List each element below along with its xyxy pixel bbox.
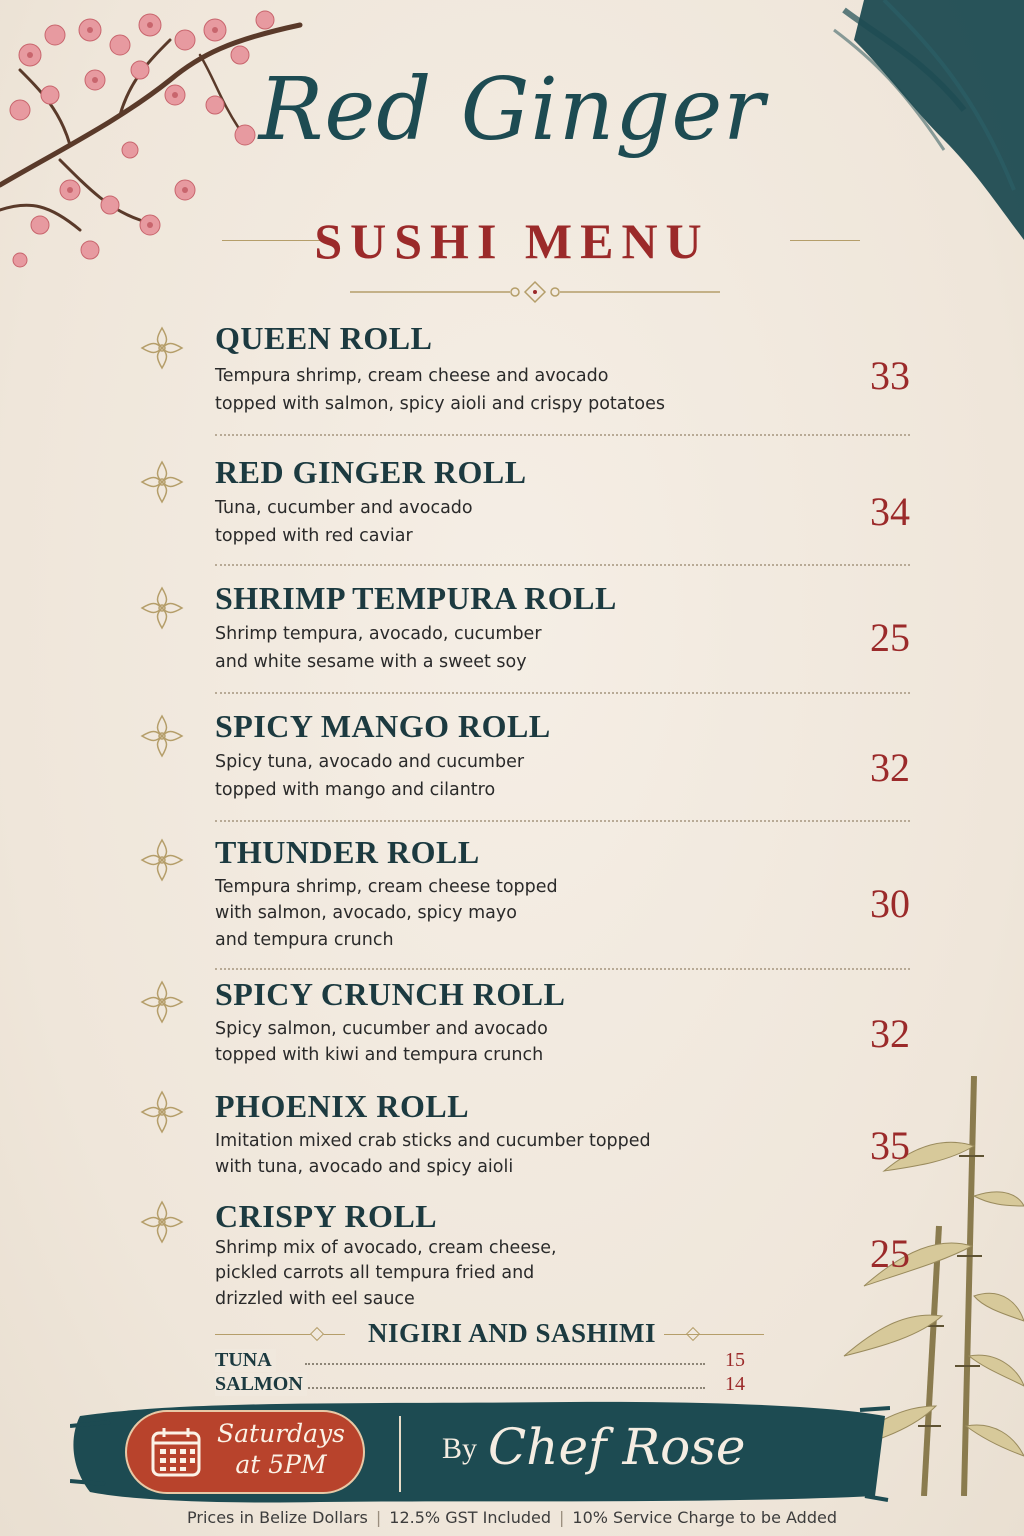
item-separator <box>215 434 910 436</box>
item-name: SHRIMP TEMPURA ROLL <box>215 580 617 616</box>
item-desc-line: drizzled with eel sauce <box>215 1288 415 1309</box>
leader-dots <box>305 1363 705 1365</box>
flower-ornament-icon <box>138 978 186 1026</box>
flower-ornament-icon <box>138 324 186 372</box>
item-desc-line: Tempura shrimp, cream cheese and avocado <box>215 366 609 386</box>
item-desc-line: Spicy tuna, avocado and cucumber <box>215 752 525 772</box>
item-name: SPICY MANGO ROLL <box>215 708 551 744</box>
item-desc-line: Imitation mixed crab sticks and cucumber topped <box>215 1131 651 1151</box>
item-desc-line: with tuna, avocado and spicy aioli <box>215 1157 514 1178</box>
footer-service: 10% Service Charge to be Added <box>572 1508 837 1527</box>
item-name: QUEEN ROLL <box>215 320 433 356</box>
ornament-divider-icon <box>350 278 720 306</box>
item-price: 35 <box>870 1123 910 1168</box>
subtitle-rule-right <box>790 240 860 241</box>
item-desc-line: topped with kiwi and tempura crunch <box>215 1045 544 1066</box>
item-name: SPICY CRUNCH ROLL <box>215 976 566 1012</box>
calendar-icon <box>150 1425 202 1479</box>
footer-separator: | <box>559 1508 565 1527</box>
item-description <box>215 748 524 804</box>
item-desc-line: topped with mango and cilantro <box>215 780 496 800</box>
item-description <box>215 874 558 953</box>
banner-divider <box>399 1416 401 1492</box>
leader-dots <box>305 1387 705 1389</box>
item-desc-line: topped with salmon, spicy aioli and crispy potatoes <box>215 394 665 414</box>
item-separator <box>215 968 910 970</box>
item-name: PHOENIX ROLL <box>215 1088 470 1124</box>
footer-separator: | <box>375 1508 382 1527</box>
by-label: By <box>442 1432 478 1465</box>
nigiri-row <box>215 1349 745 1371</box>
nigiri-name: SALMON <box>215 1373 307 1396</box>
item-desc-line: and tempura crunch <box>215 929 394 950</box>
item-desc-line: topped with red caviar <box>215 526 413 546</box>
flower-ornament-icon <box>138 1088 186 1136</box>
item-description <box>215 620 542 676</box>
badge-line-1: Saturdays <box>217 1419 345 1448</box>
badge-text <box>196 1418 366 1481</box>
item-description <box>215 494 473 550</box>
item-price: 30 <box>870 881 910 926</box>
item-separator <box>215 820 910 822</box>
footer-currency: Prices in Belize Dollars <box>187 1508 368 1527</box>
flower-ornament-icon <box>138 836 186 884</box>
flower-ornament-icon <box>138 712 186 760</box>
item-price: 33 <box>870 353 910 398</box>
nigiri-price: 15 <box>725 1349 745 1371</box>
item-description <box>215 1016 548 1069</box>
item-desc-line: and white sesame with a sweet soy <box>215 652 527 672</box>
flower-ornament-icon <box>138 458 186 506</box>
item-desc-line: Shrimp mix of avocado, cream cheese, <box>215 1238 557 1258</box>
item-price: 25 <box>870 615 910 660</box>
item-separator <box>215 564 910 566</box>
item-desc-line: Tempura shrimp, cream cheese topped <box>215 877 558 897</box>
item-price: 25 <box>870 1231 910 1276</box>
item-desc-line: Spicy salmon, cucumber and avocado <box>215 1019 548 1039</box>
item-description <box>215 1128 651 1181</box>
chef-name: Chef Rose <box>488 1418 746 1476</box>
item-description <box>215 362 665 418</box>
flower-ornament-icon <box>138 1198 186 1246</box>
item-desc-line: Tuna, cucumber and avocado <box>215 498 473 518</box>
nigiri-row <box>215 1373 745 1395</box>
item-desc-line: Shrimp tempura, avocado, cucumber <box>215 624 542 644</box>
nigiri-rule-right <box>664 1334 764 1335</box>
nigiri-title: NIGIRI AND SASHIMI <box>367 1318 657 1348</box>
subtitle-row <box>0 212 1024 272</box>
footer-note <box>0 1508 1024 1527</box>
item-name: THUNDER ROLL <box>215 834 480 870</box>
item-separator <box>215 692 910 694</box>
item-description <box>215 1236 557 1312</box>
item-desc-line: with salmon, avocado, spicy mayo <box>215 903 517 924</box>
badge-line-2: at 5PM <box>235 1450 327 1480</box>
item-desc-line: pickled carrots all tempura fried and <box>215 1263 535 1284</box>
item-price: 32 <box>870 745 910 790</box>
restaurant-title: Red Ginger <box>258 60 766 160</box>
footer-gst: 12.5% GST Included <box>389 1508 552 1527</box>
menu-subtitle: SUSHI MENU <box>314 213 710 269</box>
item-price: 34 <box>870 489 910 534</box>
item-name: RED GINGER ROLL <box>215 454 527 490</box>
nigiri-name: TUNA <box>215 1349 276 1372</box>
flower-ornament-icon <box>138 584 186 632</box>
item-price: 32 <box>870 1011 910 1056</box>
nigiri-price: 14 <box>725 1373 745 1395</box>
item-name: CRISPY ROLL <box>215 1198 438 1234</box>
